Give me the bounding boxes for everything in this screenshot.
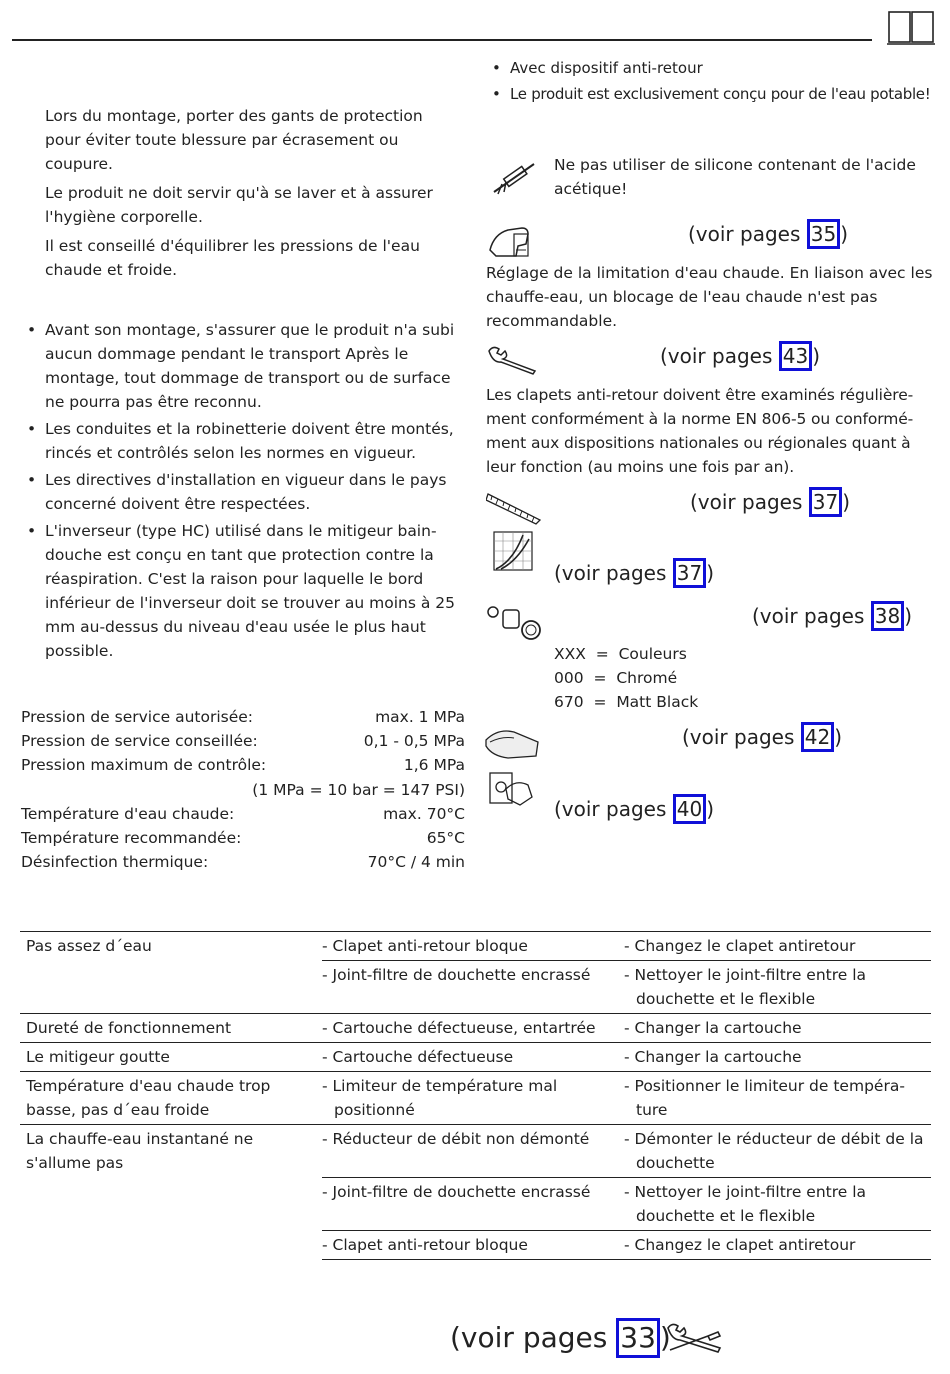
color-name: Couleurs (618, 645, 687, 663)
technical-data (21, 705, 465, 874)
cause-cell: - Joint-filtre de douchette encrassé (322, 1178, 624, 1231)
install-bullet: • Avant son montage, s'assurer que le produit n'a subi aucun dommage pendant le transport Après le montage, tout dommage de transport ou de surface ne pourra pas être reconnu. (22, 318, 458, 414)
silicone-warning: Ne pas utiliser de silicone contenant de l'acide acétique! (554, 156, 916, 198)
cause-cell: - Joint-filtre de douchette encrassé (322, 961, 624, 1014)
cause-cell: - Clapet anti-retour bloque (322, 932, 624, 961)
ref-page-number[interactable]: 37 (673, 558, 706, 588)
ref-page-number[interactable]: 43 (779, 341, 812, 371)
cleaning-hand-icon (484, 726, 542, 760)
product-bullet: • Le produit est exclusivement conçu pour de l'eau potable! (487, 82, 942, 106)
ref-suffix: ) (659, 1321, 671, 1354)
equals-sign: = (595, 645, 609, 663)
spec-label: Désinfection thermique: (21, 853, 209, 872)
page-reference[interactable] (682, 722, 842, 752)
ref-page-number[interactable]: 37 (809, 487, 842, 517)
safety-paragraph: Le produit ne doit servir qu'à se laver et à assurer l'hygiène corporelle. (45, 184, 433, 226)
installation-notes (22, 318, 458, 666)
page-reference[interactable] (554, 794, 714, 824)
operation-icon (488, 767, 536, 807)
remedy-cell: - Positionner le limiteur de tempéra-ture (624, 1072, 931, 1125)
troubleshooting-table (20, 931, 931, 1260)
top-rule (12, 39, 872, 41)
cause-cell: - Réducteur de débit non démonté (322, 1125, 624, 1178)
tools-icon (664, 1320, 724, 1358)
remedy-cell: - Démonter le réducteur de débit de la douchette (624, 1125, 931, 1178)
problem-cell: La chauffe-eau instantané ne s'allume pas (20, 1125, 322, 1260)
silicone-gun-icon (490, 158, 538, 196)
table-row (20, 1125, 931, 1178)
spec-label: Température recommandée: (21, 829, 242, 848)
spec-value: 0,1 - 0,5 MPa (363, 732, 465, 751)
wrench-icon (485, 345, 541, 375)
remedy-cell: - Nettoyer le joint-filtre entre la douchette et le flexible (624, 1178, 931, 1231)
safety-paragraph: Lors du montage, porter des gants de protection pour éviter toute blessure par écrasement ou coupure. (45, 107, 423, 173)
spec-label: Pression maximum de contrôle: (21, 756, 267, 775)
cause-cell: - Cartouche défectueuse (322, 1043, 624, 1072)
spec-value: (1 MPa = 10 bar = 147 PSI) (252, 780, 465, 799)
ref-suffix: ) (840, 222, 849, 246)
color-code: 000 (554, 669, 584, 687)
table-row (20, 932, 931, 961)
ref-prefix: (voir pages (450, 1321, 617, 1354)
table-row (20, 1014, 931, 1043)
page-reference[interactable] (752, 601, 912, 631)
spec-value: max. 1 MPa (375, 708, 465, 726)
ref-page-number[interactable]: 35 (807, 219, 840, 249)
remedy-cell: - Changer la cartouche (624, 1043, 931, 1072)
color-code: XXX (554, 645, 586, 663)
remedy-cell: - Changez le clapet antiretour (624, 932, 931, 961)
ref-prefix: (voir pages (554, 561, 673, 585)
table-row (20, 1072, 931, 1125)
flow-diagram-icon (493, 531, 533, 571)
color-code: 670 (554, 693, 584, 711)
remedy-cell: - Nettoyer le joint-filtre entre la douchette et le flexible (624, 961, 931, 1014)
spec-label: Température d'eau chaude: (21, 804, 235, 823)
ref-page-number[interactable]: 33 (616, 1318, 660, 1358)
safety-notes (45, 104, 445, 287)
ref-prefix: (voir pages (554, 797, 673, 821)
ref-suffix: ) (834, 725, 843, 749)
color-row (554, 666, 698, 690)
ref-suffix: ) (842, 490, 851, 514)
ref-page-number[interactable]: 40 (673, 794, 706, 824)
safety-paragraph: Il est conseillé d'équilibrer les pressions de l'eau chaude et froide. (45, 237, 420, 279)
remedy-cell: - Changez le clapet antiretour (624, 1231, 931, 1260)
ref-prefix: (voir pages (690, 490, 809, 514)
equals-sign: = (593, 693, 607, 711)
spec-value: 65°C (426, 829, 465, 848)
page-reference[interactable] (554, 558, 714, 588)
color-name: Chromé (616, 669, 678, 687)
ref-suffix: ) (904, 604, 913, 628)
hand-adjust-icon (488, 220, 536, 260)
page-reference[interactable] (690, 487, 850, 517)
book-icon (887, 10, 935, 46)
equals-sign: = (593, 669, 607, 687)
spec-value: 1,6 MPa (403, 756, 465, 775)
page-reference[interactable] (660, 341, 820, 371)
product-bullet: • Avec dispositif anti-retour (487, 56, 942, 80)
cause-cell: - Limiteur de température mal positionné (322, 1072, 624, 1125)
color-name: Matt Black (616, 693, 699, 711)
ruler-icon (486, 490, 542, 526)
remedy-cell: - Changer la cartouche (624, 1014, 931, 1043)
ref-prefix: (voir pages (688, 222, 807, 246)
spec-value: max. 70°C (383, 804, 465, 823)
ref-page-number[interactable]: 38 (871, 601, 904, 631)
hot-water-limit-text: Réglage de la limitation d'eau chaude. En liaison avec les chauffe-eau, un blocage de l'eau chaude n'est pas recommandable. (486, 264, 933, 330)
footer-page-reference[interactable] (450, 1318, 671, 1358)
install-bullet: • L'inverseur (type HC) utilisé dans le mitigeur bain-douche est conçu en tant que protection contre la réaspiration. C'est la raison pour laquelle le bord inférieur de l'inverseur doit se trouver au moins à 25 mm au-dessus du niveau d'eau usée le plus haut possible. (22, 519, 458, 663)
ref-suffix: ) (706, 797, 715, 821)
check-valve-text: Les clapets anti-retour doivent être examinés régulière-ment conformément à la norme EN 806-5 ou conformé-ment aux dispositions nationales ou régionales quant à leur fonction (au moins une fois par an). (486, 386, 914, 476)
cause-cell: - Clapet anti-retour bloque (322, 1231, 624, 1260)
ref-prefix: (voir pages (682, 725, 801, 749)
problem-cell: Température d'eau chaude trop basse, pas d´eau froide (20, 1072, 322, 1125)
ref-suffix: ) (812, 344, 821, 368)
install-bullet: • Les directives d'installation en vigueur dans le pays concerné doivent être respectées. (22, 468, 458, 516)
spec-label: Pression de service autorisée: (21, 708, 254, 726)
table-row (20, 1043, 931, 1072)
product-notes (487, 56, 942, 109)
ref-page-number[interactable]: 42 (801, 722, 834, 752)
problem-cell: Pas assez d´eau (20, 932, 322, 1014)
cause-cell: - Cartouche défectueuse, entartrée (322, 1014, 624, 1043)
problem-cell: Dureté de fonctionnement (20, 1014, 322, 1043)
color-codes (554, 642, 698, 714)
spec-label: Pression de service conseillée: (21, 732, 258, 751)
install-bullet: • Les conduites et la robinetterie doivent être montés, rincés et contrôlés selon les normes en vigueur. (22, 417, 458, 465)
spare-parts-icon (485, 602, 543, 642)
ref-prefix: (voir pages (660, 344, 779, 368)
problem-cell: Le mitigeur goutte (20, 1043, 322, 1072)
spec-value: 70°C / 4 min (367, 853, 465, 872)
ref-prefix: (voir pages (752, 604, 871, 628)
ref-suffix: ) (706, 561, 715, 585)
color-row (554, 642, 698, 666)
page-reference[interactable] (688, 219, 848, 249)
color-row (554, 690, 698, 714)
